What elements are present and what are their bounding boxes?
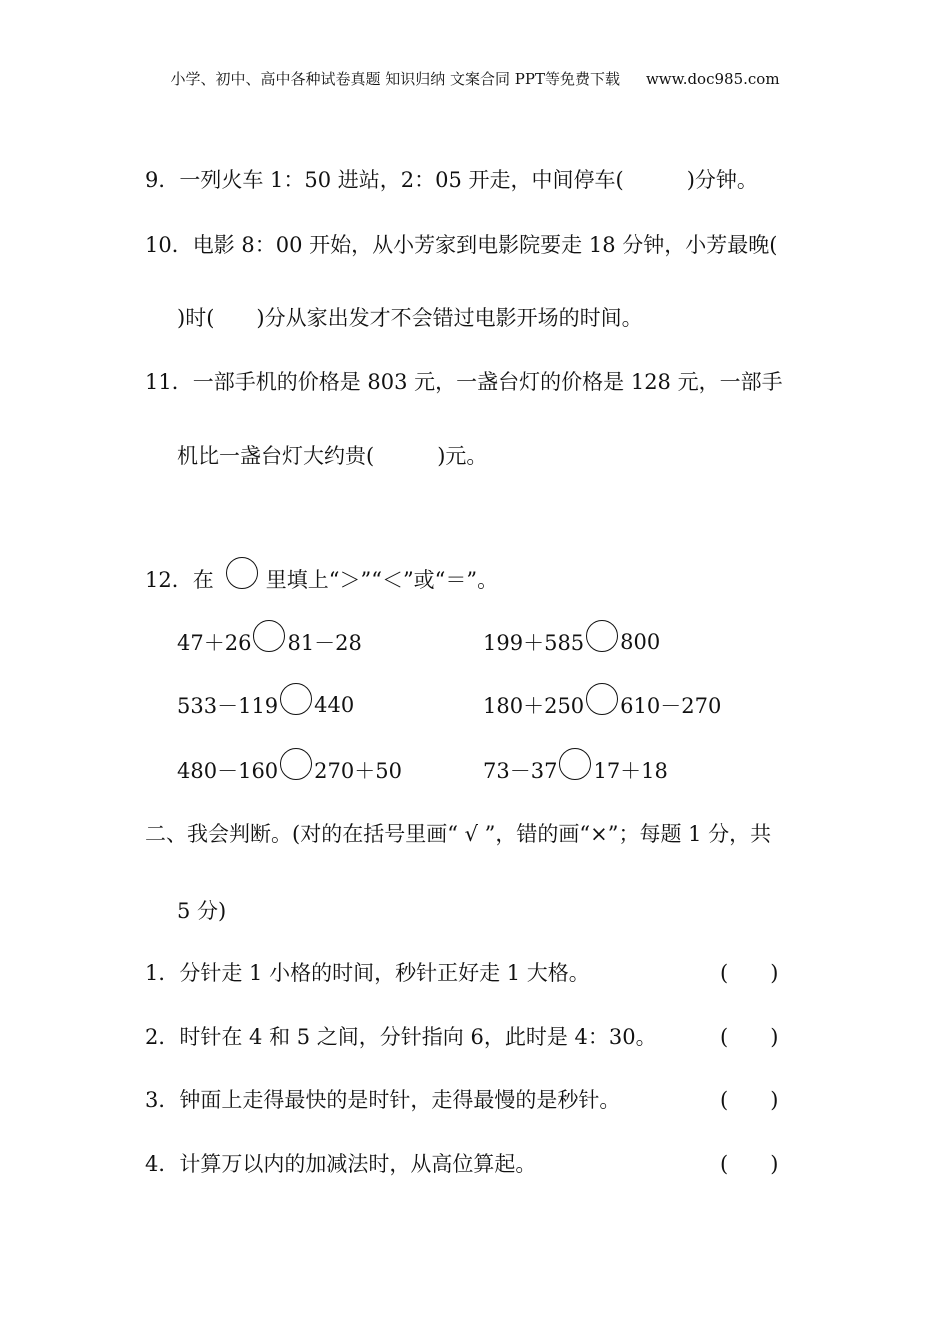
comparison-left: 533－119 [177, 694, 279, 718]
judge-item-1: 1．分针走 1 小格的时间，秒针正好走 1 大格。 [145, 961, 590, 985]
page-header [0, 68, 950, 89]
judge-item-4: 4．计算万以内的加减法时，从高位算起。 [145, 1152, 537, 1176]
question-10-line1: 10．电影 8：00 开始，从小芳家到电影院要走 18 分钟，小芳最晚( [145, 233, 778, 257]
answer-circle[interactable] [280, 683, 312, 715]
judge-answer-1[interactable]: ( ) [720, 961, 779, 985]
question-9: 9．一列火车 1：50 进站，2：05 开走，中间停车( )分钟。 [145, 168, 758, 192]
judge-answer-4[interactable]: ( ) [720, 1152, 779, 1176]
comparison-item [483, 754, 668, 786]
question-12-suffix: 里填上“＞”“＜”或“＝”。 [265, 568, 499, 592]
section2-title-line1: 二、我会判断。(对的在括号里画“ √ ”，错的画“×”；每题 1 分，共 [145, 822, 772, 846]
comparison-right: 17＋18 [593, 759, 668, 783]
comparison-left: 180＋250 [483, 694, 585, 718]
comparison-left: 73－37 [483, 759, 558, 783]
answer-circle[interactable] [586, 683, 618, 715]
comparison-right: 610－270 [620, 694, 722, 718]
judge-answer-2[interactable]: ( ) [720, 1025, 779, 1049]
comparison-item [177, 689, 354, 721]
question-10-line2: )时( )分从家出发才不会错过电影开场的时间。 [177, 306, 643, 330]
comparison-left: 199＋585 [483, 631, 585, 655]
answer-circle[interactable] [586, 620, 618, 652]
comparison-item [483, 626, 660, 658]
section2-title-line2: 5 分) [177, 899, 227, 923]
question-12-prefix: 12．在 [145, 568, 214, 592]
answer-circle[interactable] [280, 748, 312, 780]
answer-circle[interactable] [253, 620, 285, 652]
comparison-right: 440 [314, 693, 355, 717]
question-12 [145, 563, 498, 595]
question-11-line2: 机比一盏台灯大约贵( )元。 [177, 444, 488, 468]
comparison-left: 480－160 [177, 759, 279, 783]
comparison-item [177, 626, 362, 658]
judge-answer-3[interactable]: ( ) [720, 1088, 779, 1112]
circle-icon [226, 557, 258, 589]
header-url[interactable]: www.doc985.com [645, 70, 780, 88]
comparison-right: 81－28 [287, 631, 362, 655]
question-11-line1: 11．一部手机的价格是 803 元，一盏台灯的价格是 128 元，一部手 [145, 370, 783, 394]
judge-item-2: 2．时针在 4 和 5 之间，分针指向 6，此时是 4：30。 [145, 1025, 657, 1049]
comparison-right: 270＋50 [314, 759, 402, 783]
comparison-item [483, 689, 721, 721]
judge-item-3: 3．钟面上走得最快的是时针，走得最慢的是秒针。 [145, 1088, 621, 1112]
comparison-item [177, 754, 402, 786]
comparison-left: 47＋26 [177, 631, 252, 655]
comparison-right: 800 [620, 630, 661, 654]
answer-circle[interactable] [559, 748, 591, 780]
header-text: 小学、初中、高中各种试卷真题 知识归纳 文案合同 PPT等免费下载 [170, 70, 620, 88]
